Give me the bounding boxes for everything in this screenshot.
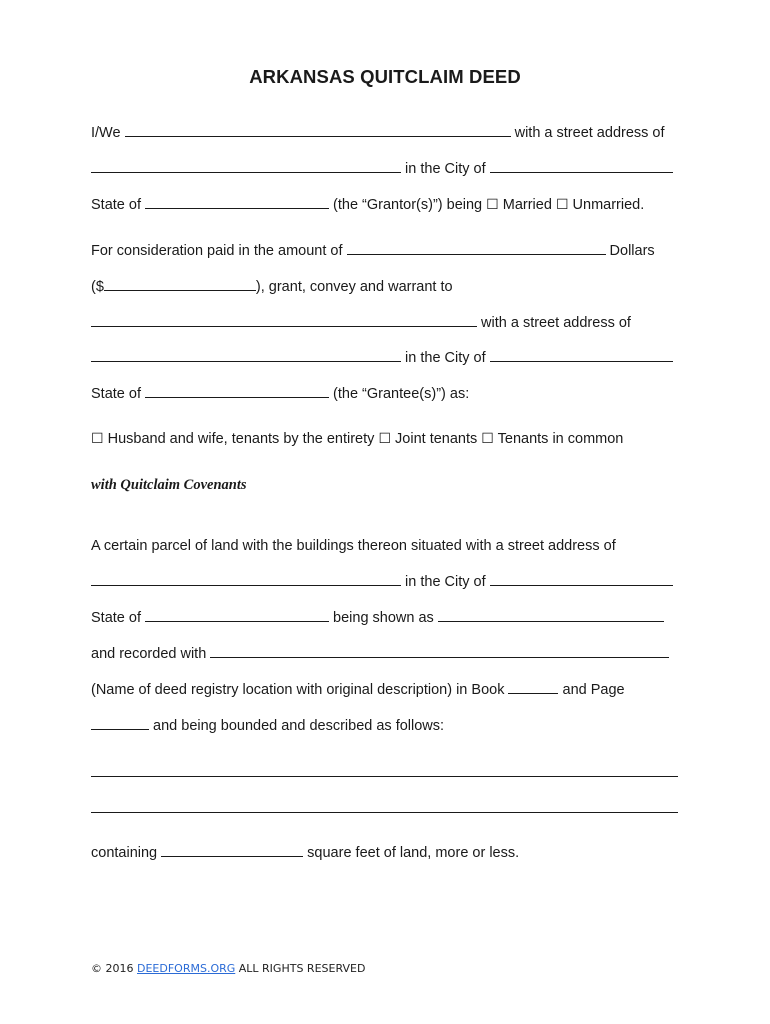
page-title: ARKANSAS QUITCLAIM DEED	[249, 66, 521, 87]
parcel-line-2	[91, 572, 681, 591]
married-label: Married	[502, 197, 552, 213]
husband-wife-checkbox[interactable]: ☐	[91, 431, 104, 447]
parcel-city-label: in the City of	[405, 574, 486, 590]
parcel-intro: A certain parcel of land with the buildings thereon situated with a street address of	[91, 538, 616, 554]
being-shown-label: being shown as	[333, 610, 434, 626]
grantee-line-3	[91, 384, 681, 403]
parcel-city-field[interactable]	[490, 572, 673, 586]
grantor-street-field[interactable]	[91, 159, 401, 173]
consideration-line-1	[91, 241, 681, 260]
book-field[interactable]	[508, 680, 558, 694]
joint-tenants-label: Joint tenants	[395, 431, 478, 447]
grantor-name-field[interactable]	[125, 123, 511, 137]
grantor-city-label: in the City of	[405, 161, 486, 177]
tenants-common-label: Tenants in common	[497, 431, 624, 447]
parcel-line-4	[91, 644, 681, 663]
and-page-label: and Page	[562, 682, 625, 698]
grant-convey-label: ), grant, convey and warrant to	[255, 279, 453, 295]
footer	[91, 962, 365, 975]
dollars-label: Dollars	[609, 243, 655, 259]
containing-label: containing	[91, 845, 158, 861]
parcel-state-label: State of	[91, 610, 141, 626]
grantee-street-field[interactable]	[91, 348, 401, 362]
consideration-label: For consideration paid in the amount of	[91, 243, 343, 259]
recorded-with-label: and recorded with	[91, 646, 207, 662]
bounded-label: and being bounded and described as follows:	[153, 718, 445, 734]
covenants-heading: with Quitclaim Covenants	[91, 477, 247, 493]
containing-line	[91, 843, 681, 862]
grantee-line-1	[91, 313, 681, 332]
grantee-city-label: in the City of	[405, 350, 486, 366]
grantee-as-label: (the “Grantee(s)”) as:	[333, 386, 470, 402]
being-shown-field[interactable]	[438, 608, 664, 622]
grantee-street-label: with a street address of	[481, 315, 631, 331]
registry-book-label: (Name of deed registry location with original description) in Book	[91, 682, 505, 698]
description-line-1[interactable]	[91, 776, 678, 777]
recorded-with-field[interactable]	[210, 644, 669, 658]
unmarried-label: Unmarried.	[572, 197, 645, 213]
grantee-state-label: State of	[91, 386, 141, 402]
page-field[interactable]	[91, 716, 149, 730]
consideration-words-field[interactable]	[347, 241, 606, 255]
parcel-state-field[interactable]	[145, 608, 329, 622]
grantor-line-1	[91, 123, 681, 142]
parcel-line-6	[91, 716, 681, 735]
description-line-2[interactable]	[91, 812, 678, 813]
husband-wife-label: Husband and wife, tenants by the entirety	[107, 431, 375, 447]
square-feet-field[interactable]	[161, 843, 303, 857]
rights-text: ALL RIGHTS RESERVED	[238, 962, 366, 975]
grantee-state-field[interactable]	[145, 384, 329, 398]
married-checkbox[interactable]: ☐	[486, 197, 499, 213]
grantee-line-2	[91, 348, 681, 367]
iwe-label: I/We	[91, 125, 121, 141]
dollar-open-label: ($	[91, 279, 104, 295]
consideration-amount-field[interactable]	[104, 277, 256, 291]
square-feet-label: square feet of land, more or less.	[307, 845, 520, 861]
grantor-state-label: State of	[91, 197, 141, 213]
grantor-line-2	[91, 159, 681, 178]
grantor-street-label: with a street address of	[514, 125, 665, 141]
grantee-name-field[interactable]	[91, 313, 477, 327]
grantee-city-field[interactable]	[490, 348, 673, 362]
parcel-street-field[interactable]	[91, 572, 401, 586]
grantor-state-field[interactable]	[145, 195, 329, 209]
deedforms-link[interactable]: DEEDFORMS.ORG	[137, 962, 236, 975]
grantor-being-label: (the “Grantor(s)”) being	[333, 197, 483, 213]
joint-tenants-checkbox[interactable]: ☐	[378, 431, 391, 447]
consideration-line-2	[91, 277, 681, 296]
tenants-common-checkbox[interactable]: ☐	[481, 431, 494, 447]
copyright-text: © 2016	[91, 962, 134, 975]
parcel-line-5	[91, 680, 681, 699]
grantor-city-field[interactable]	[490, 159, 673, 173]
parcel-line-3	[91, 608, 681, 627]
tenancy-line	[91, 430, 681, 448]
unmarried-checkbox[interactable]: ☐	[555, 197, 569, 213]
grantor-line-3	[91, 195, 681, 214]
